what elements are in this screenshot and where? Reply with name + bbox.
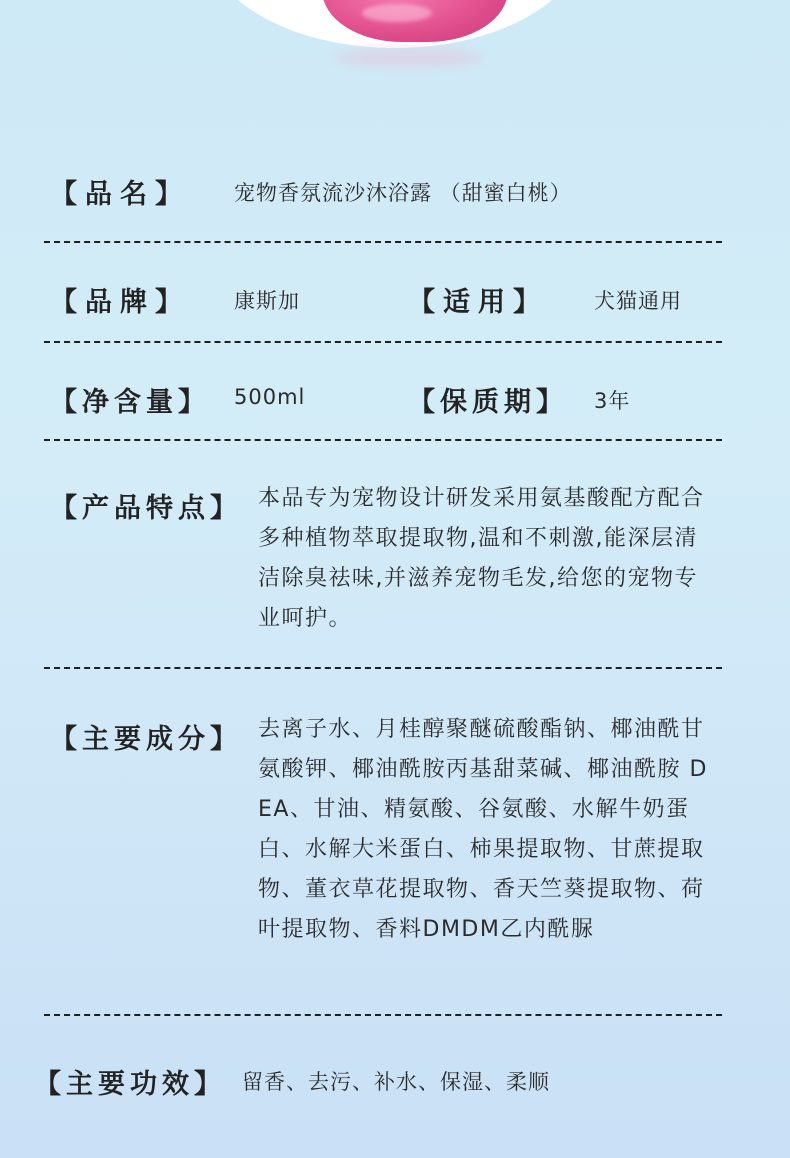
- name-label: 【品名】: [50, 179, 190, 210]
- suitable-value: 犬猫通用: [594, 289, 682, 313]
- volume-label: 【净含量】: [50, 387, 210, 418]
- effects-label: 【主要功效】: [34, 1069, 226, 1100]
- features-label: 【产品特点】: [50, 493, 242, 524]
- effects-value: 留香、去污、补水、保湿、柔顺: [242, 1070, 550, 1094]
- divider: [44, 1014, 722, 1016]
- features-text: 本品专为宠物设计研发采用氨基酸配方配合多种植物萃取提取物,温和不刺激,能深层清洁除臭祛味,并滋养宠物毛发,给您的宠物专业呵护。: [258, 486, 705, 631]
- divider: [44, 439, 722, 441]
- name-value: 宠物香氛流沙沐浴露 （甜蜜白桃）: [234, 181, 572, 205]
- product-highlight: [362, 4, 432, 22]
- shelf-life-label: 【保质期】: [408, 387, 568, 418]
- volume-value: 500ml: [234, 385, 306, 409]
- product-reflection: [334, 48, 484, 68]
- shelf-life-value: 3年: [594, 389, 631, 413]
- divider: [44, 241, 722, 243]
- suitable-label: 【适用】: [408, 287, 548, 318]
- brand-label: 【品牌】: [50, 287, 190, 318]
- divider: [44, 341, 722, 343]
- ingredients-label: 【主要成分】: [50, 724, 242, 755]
- brand-value: 康斯加: [234, 289, 300, 313]
- ingredients-text: 去离子水、月桂醇聚醚硫酸酯钠、椰油酰甘氨酸钾、椰油酰胺丙基甜菜碱、椰油酰胺 DEA、甘油、精氨酸、谷氨酸、水解牛奶蛋白、水解大米蛋白、柿果提取物、甘蔗提取物、董衣草花提取物、香天竺葵提取物、荷叶提取物、香料DMDM乙内酰脲: [258, 717, 708, 942]
- divider: [44, 667, 722, 669]
